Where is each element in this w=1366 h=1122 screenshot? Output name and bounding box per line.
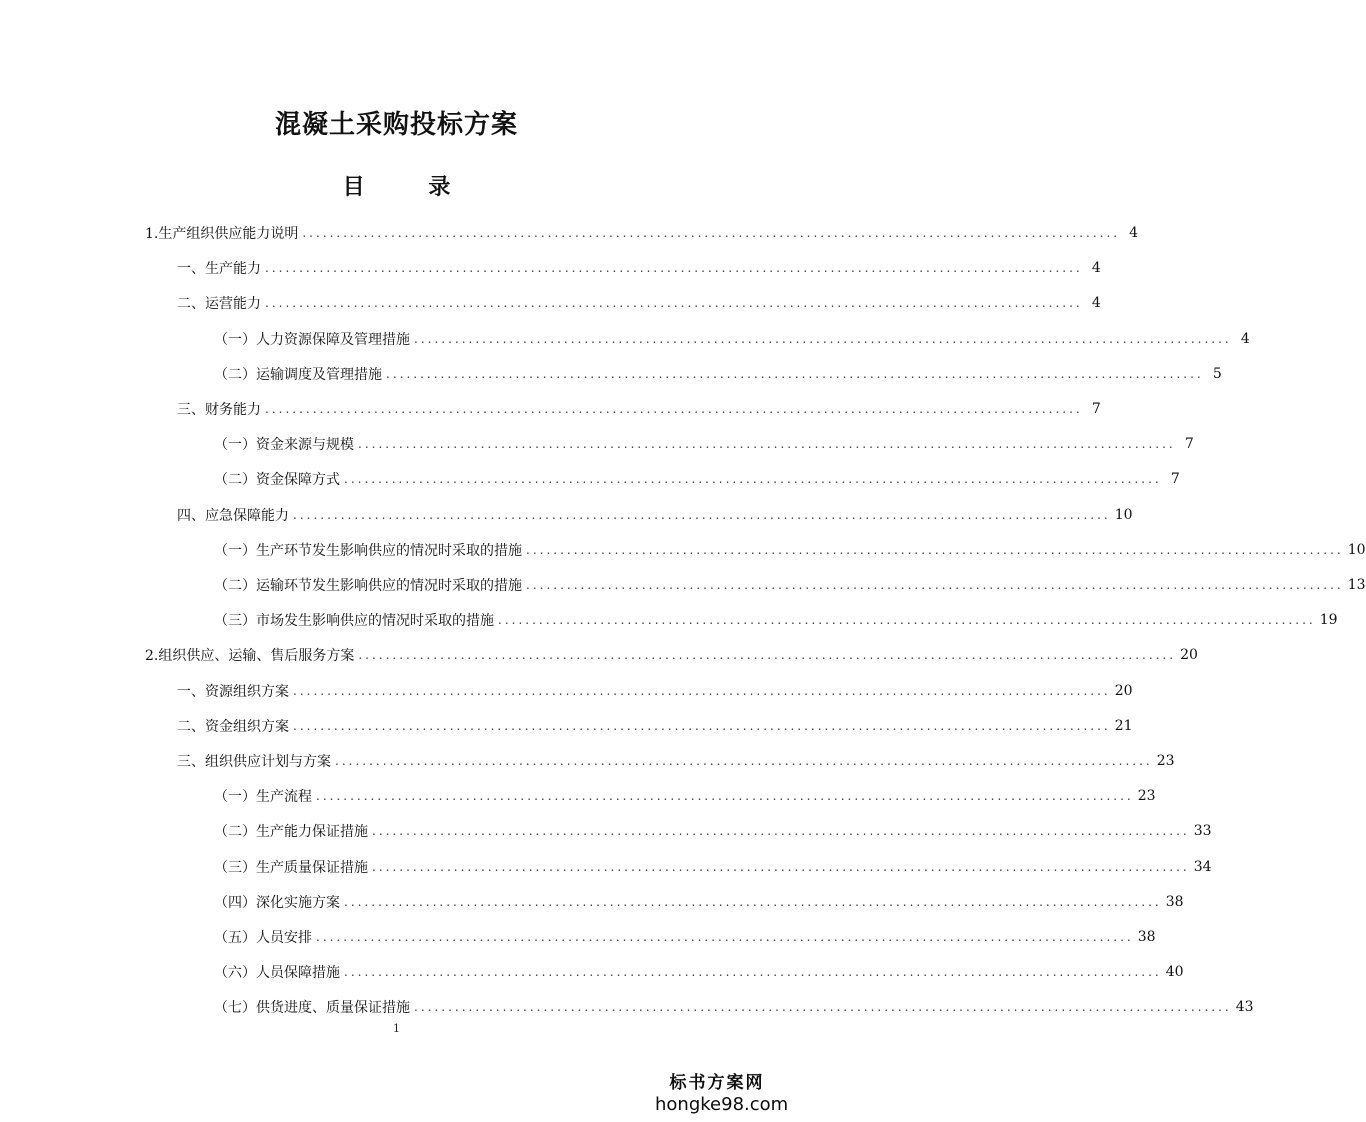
toc-entry-label: （六）人员保障措施 [214, 965, 340, 982]
toc-entry-label: 2.组织供应、运输、售后服务方案 [145, 648, 355, 665]
toc-leader-dots: ........................................................................................................................ [414, 1000, 1232, 1015]
toc-leader-dots: ........................................................................................................................ [344, 965, 1162, 980]
toc-leader-dots: ........................................................................................................................ [372, 859, 1190, 874]
toc-entry[interactable] [214, 959, 1184, 985]
toc-entry[interactable] [177, 290, 1101, 316]
toc-entry-label: （一）资金来源与规模 [214, 437, 354, 454]
toc-entry[interactable] [214, 572, 1366, 598]
toc-entry-label: （一）生产环节发生影响供应的情况时采取的措施 [214, 542, 522, 559]
toc-entry-label: （三）市场发生影响供应的情况时采取的措施 [214, 613, 494, 630]
toc-entry-label: 一、资源组织方案 [177, 683, 289, 700]
toc-entry-label: （二）运输调度及管理措施 [214, 366, 382, 383]
toc-leader-dots: ........................................................................................................................ [265, 296, 1083, 311]
toc-leader-dots: ........................................................................................................................ [344, 894, 1162, 909]
toc-leader-dots: ........................................................................................................................ [372, 824, 1190, 839]
toc-leader-dots: ........................................................................................................................ [316, 930, 1134, 944]
toc-entry-page: 38 [1137, 929, 1156, 945]
toc-entry-label: （五）人员安排 [214, 930, 312, 946]
toc-entry-page: 4 [1091, 260, 1101, 277]
toc-entry[interactable] [177, 748, 1175, 774]
toc-entry-label: 四、应急保障能力 [177, 507, 289, 524]
toc-entry-label: 二、运营能力 [177, 296, 261, 313]
toc-entry[interactable] [214, 854, 1212, 880]
toc-leader-dots: ........................................................................................................................ [335, 754, 1153, 768]
toc-entry-label: （二）资金保障方式 [214, 472, 340, 489]
toc-entry[interactable] [214, 889, 1184, 915]
toc-entry[interactable] [214, 537, 1366, 563]
toc-leader-dots: ........................................................................................................................ [265, 261, 1083, 276]
toc-entry-label: （三）生产质量保证措施 [214, 859, 368, 876]
toc-entry-label: 三、组织供应计划与方案 [177, 754, 331, 770]
toc-leader-dots: ........................................................................................................................ [316, 789, 1134, 804]
toc-entry[interactable] [177, 678, 1133, 704]
toc-entry-label: （一）生产流程 [214, 789, 312, 806]
toc-entry-page: 10 [1347, 541, 1366, 558]
toc-leader-dots: ........................................................................................................................ [358, 437, 1176, 452]
toc-leader-dots: ........................................................................................................................ [414, 331, 1232, 346]
toc-entry-page: 5 [1212, 365, 1222, 382]
toc-entry[interactable] [214, 326, 1250, 352]
toc-entry[interactable] [145, 642, 1198, 668]
toc-entry-page: 7 [1091, 401, 1101, 417]
toc-entry[interactable] [145, 220, 1139, 246]
toc-entry[interactable] [214, 466, 1180, 492]
toc-entry-page: 20 [1114, 682, 1133, 699]
toc-leader-dots: ........................................................................................................................ [293, 718, 1111, 733]
toc-entry-page: 7 [1184, 436, 1194, 453]
toc-entry[interactable] [214, 818, 1212, 844]
toc-leader-dots: ........................................................................................................................ [358, 648, 1177, 663]
toc-entry-label: （七）供货进度、质量保证措施 [214, 1000, 410, 1017]
toc-entry[interactable] [177, 713, 1133, 739]
toc-entry-page: 40 [1165, 964, 1184, 981]
toc-entry[interactable] [214, 431, 1194, 457]
toc-entry[interactable] [214, 783, 1156, 809]
toc-entry-page: 23 [1137, 788, 1156, 805]
toc-entry-label: （一）人力资源保障及管理措施 [214, 331, 410, 348]
toc-entry-page: 4 [1129, 225, 1139, 241]
toc-leader-dots: ........................................................................................................................ [386, 366, 1204, 381]
toc-entry-label: （四）深化实施方案 [214, 894, 340, 911]
toc-entry[interactable] [177, 502, 1133, 528]
toc-entry-page: 43 [1235, 999, 1254, 1016]
toc-entry[interactable] [214, 924, 1156, 950]
toc-entry[interactable] [177, 396, 1101, 422]
toc-leader-dots: ........................................................................................................................ [344, 472, 1162, 487]
toc-entry-page: 4 [1091, 295, 1101, 312]
toc-leader-dots: ........................................................................................................................ [498, 613, 1316, 628]
toc-entry-page: 7 [1170, 471, 1180, 488]
toc-entry[interactable] [177, 255, 1101, 281]
toc-entry-page: 4 [1240, 330, 1250, 347]
toc-leader-dots: ........................................................................................................................ [293, 507, 1111, 522]
page-number: 1 [393, 1022, 400, 1035]
toc-entry-label: 二、资金组织方案 [177, 718, 289, 735]
document-title: 混凝土采购投标方案 [274, 110, 518, 140]
toc-entry-page: 38 [1165, 893, 1184, 910]
watermark-site-name: 标书方案网 [669, 1073, 765, 1093]
toc-entry-label: （二）运输环节发生影响供应的情况时采取的措施 [214, 578, 522, 594]
toc-entry-label: 一、生产能力 [177, 261, 261, 278]
toc-entry-page: 10 [1114, 506, 1133, 523]
site-watermark [655, 1068, 789, 1115]
toc-entry[interactable] [214, 361, 1222, 387]
toc-leader-dots: ........................................................................................................................ [526, 542, 1344, 557]
toc-entry[interactable] [214, 994, 1254, 1020]
toc-leader-dots: ........................................................................................................................ [293, 683, 1111, 698]
toc-entry-label: （二）生产能力保证措施 [214, 824, 368, 841]
toc-entry-label: 1.生产组织供应能力说明 [145, 226, 299, 242]
toc-entry-page: 34 [1193, 858, 1212, 875]
toc-entry-page: 33 [1193, 823, 1212, 840]
toc-entry-label: 三、财务能力 [177, 402, 261, 418]
toc-entry-page: 19 [1319, 612, 1338, 629]
toc-leader-dots: ........................................................................................................................ [526, 578, 1344, 592]
watermark-url: hongke98.com [655, 1094, 789, 1115]
toc-entry-page: 23 [1156, 753, 1175, 769]
toc-heading: 目 录 [342, 174, 479, 200]
toc-entry-page: 21 [1114, 717, 1133, 734]
toc-entry-page: 13 [1347, 577, 1366, 593]
toc-entry[interactable] [214, 607, 1338, 633]
toc-entry-page: 20 [1180, 647, 1198, 664]
toc-leader-dots: ........................................................................................................................ [265, 402, 1083, 416]
toc-leader-dots: ........................................................................................................................ [302, 226, 1121, 240]
